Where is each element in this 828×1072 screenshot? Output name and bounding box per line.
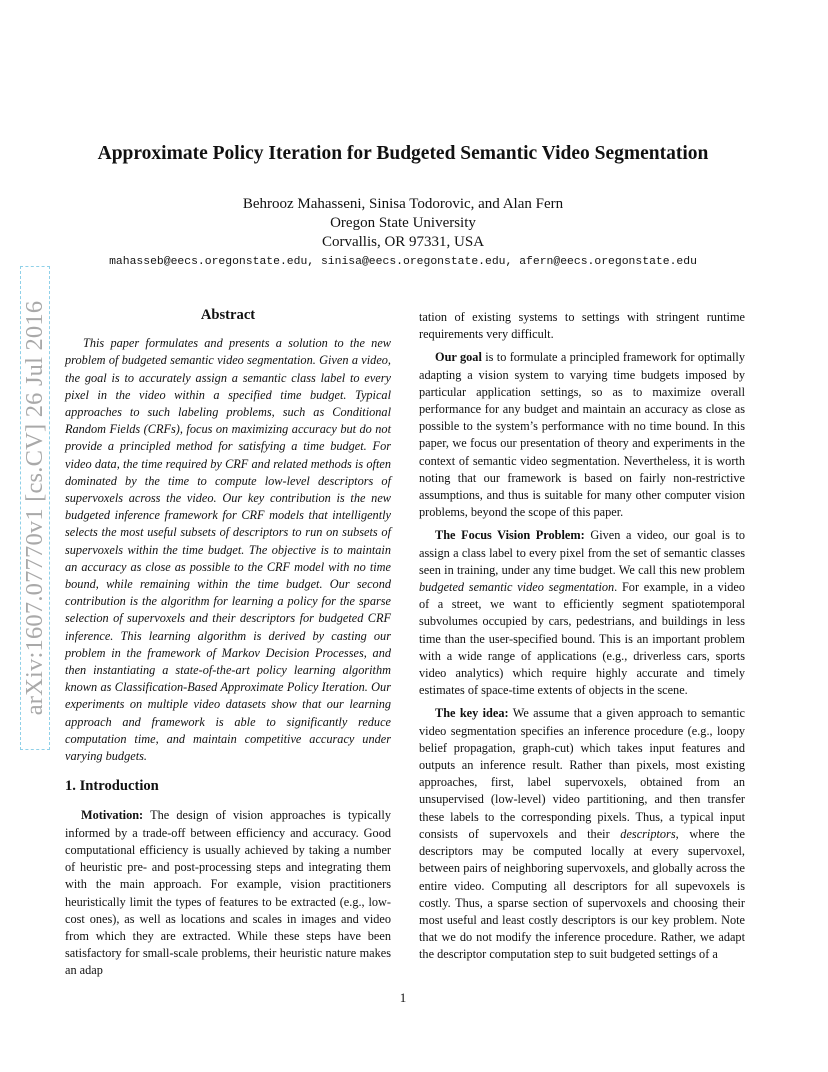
focus-text-2: . For example, in a video of a street, we want to efficiently segment spatiotemporal subvolumes occupied by cars, pedestrians, and buildings in less time than the user-specified bound. This is an important problem with a wide range of applications (e.g., driverless cars, sports video analytics) which require highly accurate and timely estimates of space-time extents of objects in the scene.: [419, 580, 745, 698]
key-idea-text-1: We assume that a given approach to semantic video segmentation specifies an inference procedure (e.g., loopy belief propagation, graph-cut) which takes input features and outputs an inference result. Rather than pixels, most existing approaches, first, label supervoxels, obtained from an unsupervised (low-level) video partitioning, and then transfer these labels to the corresponding pixels. Thus, a typical input consists of supervoxels and their: [419, 706, 745, 841]
introduction-heading: 1. Introduction: [65, 778, 159, 795]
key-idea-italic: descriptors: [620, 826, 676, 841]
affiliation: Oregon State University: [330, 215, 476, 231]
goal-label: Our goal: [435, 350, 482, 365]
abstract-heading: Abstract: [200, 307, 256, 323]
page-number: 1: [399, 990, 407, 1005]
left-column: [65, 307, 391, 986]
address: Corvallis, OR 97331, USA: [321, 234, 485, 250]
right-column: [419, 309, 745, 970]
key-idea-text-2: , where the descriptors may be computed locally at every supervoxel, between pairs of neighboring supervoxels, and globally across the entire video. Computing all descriptors for all supevoxels is costly. Thus, a sparse section of supervoxels and choosing their most useful and least costly descriptors is our key problem. Note that we do not modify the inference procedure. Rather, we adapt the descriptor computation step to suit budgeted settings of a: [419, 826, 746, 962]
motivation-label: Motivation:: [81, 808, 144, 823]
focus-italic: budgeted semantic video segmentation: [419, 580, 615, 595]
motivation-paragraph: [65, 807, 391, 979]
motivation-text: The design of vision approaches is typically informed by a trade-off between efficiency and accuracy. Good computational efficiency is usually achieved by taking a number of heuristic pre- and post-processing steps and integrating them with the main approach. For example, vision practitioners heuristically limit the types of features to be extracted (e.g., low-cost ones), as well as locations and scales in images and video from which they are extracted. While these steps have been satisfactory for small-scale problems, their heuristic nature makes an adap: [65, 808, 391, 978]
continuation-paragraph: tation of existing systems to settings with stringent runtime requirements very difficult.: [419, 310, 745, 342]
paper-title: Approximate Policy Iteration for Budgeted Semantic Video Segmentation: [97, 143, 709, 164]
goal-paragraph: [419, 349, 745, 521]
goal-text: is to formulate a principled framework for optimally adapting a vision system to varying time budgets imposed by particular application settings, so as to maximize overall performance for any budget and maintain an accuracy as close as possible to the system’s performance with no time bound. In this paper, we focus our presentation of theory and experiments in the context of semantic video segmentation. Nevertheless, it is worth noting that our framework is based on fairly non-restrictive assumptions, and thus is suitable for many other computer vision problems, beyond the scope of this paper.: [419, 350, 745, 520]
abstract-text: This paper formulates and presents a solution to the new problem of budgeted semantic video segmentation. Given a video, the goal is to accurately assign a semantic class label to every pixel in the video within a specified time budget. Typical approaches to such labeling problems, such as Conditional Random Fields (CRFs), focus on maximizing accuracy but do not provide a principled method for satisfying a time budget. For video data, the time required by CRF and related methods is often dominated by the time to compute low-level descriptors of supervoxels across the video. Our key contribution is the new budgeted inference framework for CRF models that intelligently selects the most useful subsets of descriptors to run on subsets of supervoxels within the time budget. The objective is to maintain an accuracy as close as possible to the CRF model with no time bound, while remaining within the time budget. Our second contribution is the algorithm for learning a policy for the sparse selection of supervoxels and their descriptors for budgeted CRF inference. This learning algorithm is derived by casting our problem in the framework of Markov Decision Processes, and then instantiating a state-of-the-art policy learning algorithm known as Classification-Based Approximate Policy Iteration. Our experiments on multiple video datasets show that our learning approach and framework is able to significantly reduce computation time, and maintain competitive accuracy under varying budgets.: [65, 336, 391, 764]
key-idea-paragraph: [419, 705, 745, 963]
focus-label: The Focus Vision Problem:: [435, 528, 585, 543]
arxiv-stamp: arXiv:1607.07770v1 [cs.CV] 26 Jul 2016: [21, 300, 48, 716]
author-emails: mahasseb@eecs.oregonstate.edu, sinisa@eecs.oregonstate.edu, afern@eecs.oregonstate.edu: [109, 256, 697, 268]
focus-text-1: Given a video, our goal is to assign a class label to every pixel from the set of semantic classes seen in training, under any time budget. We call this new problem: [419, 528, 746, 577]
author-list: Behrooz Mahasseni, Sinisa Todorovic, and Alan Fern: [242, 196, 564, 212]
focus-paragraph: [419, 527, 745, 699]
key-idea-label: The key idea:: [435, 706, 509, 721]
